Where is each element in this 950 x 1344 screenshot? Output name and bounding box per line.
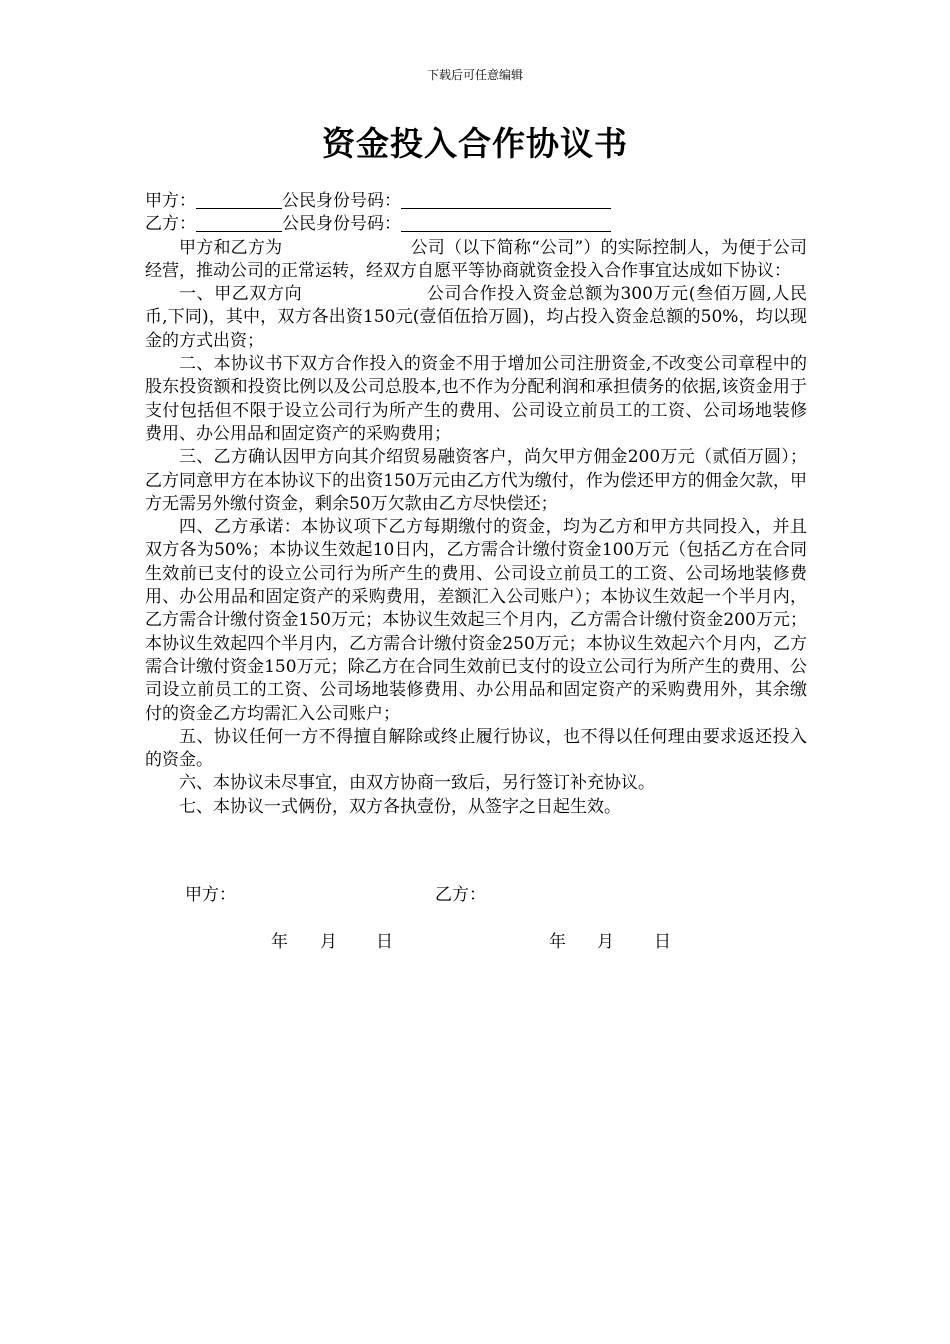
date-b-day: 日 bbox=[654, 932, 671, 952]
date-a-year: 年 bbox=[271, 932, 288, 952]
intro-paragraph bbox=[145, 237, 807, 284]
clause-1 bbox=[145, 283, 807, 353]
party-a-name-blank bbox=[196, 190, 282, 209]
party-a-line bbox=[145, 190, 807, 213]
clause-3: 三、乙方确认因甲方向其介绍贸易融资客户，尚欠甲方佣金200万元（贰佰万圆）；乙方同意甲方在本协议下的出资150万元由乙方代为缴付，作为偿还甲方的佣金欠款，甲方无需另外缴付资金，剩余50万欠款由乙方尽快偿还； bbox=[145, 447, 807, 514]
signature-party-a: 甲方： bbox=[185, 885, 236, 905]
intro-part2: 公司（以下简称“公司”）的实际控制人，为便于公司经营，推动公司的正常运转，经双方自愿平等协商就资金投入合作事宜达成如下协议： bbox=[145, 237, 807, 281]
party-b-label: 乙方： bbox=[145, 214, 196, 235]
date-a-month: 月 bbox=[320, 932, 337, 952]
clause-5: 五、协议任何一方不得擅自解除或终止履行协议，也不得以任何理由要求返还投入的资金。 bbox=[145, 726, 807, 771]
document-body bbox=[145, 190, 807, 819]
header-note: 下载后可任意编辑 bbox=[426, 68, 523, 82]
clause-4: 四、乙方承诺：本协议项下乙方每期缴付的资金，均为乙方和甲方共同投入，并且双方各为50%；本协议生效起10日内，乙方需合计缴付资金100万元（包括乙方在合同生效前已支付的设立公司行为所产生的费用、公司设立前员工的工资、公司场地装修费用、办公用品和固定资产的采购费用，差额汇入公司账户）；本协议生效起一个半月内，乙方需合计缴付资金150万元；本协议生效起三个月内，乙方需合计缴付资金200万元；本协议生效起四个半月内，乙方需合计缴付资金250万元；本协议生效起六个月内，乙方需合计缴付资金150万元；除乙方在合同生效前已支付的设立公司行为所产生的费用、公司设立前员工的工资、公司场地装修费用、办公用品和固定资产的采购费用外，其余缴付的资金乙方均需汇入公司账户； bbox=[145, 517, 807, 724]
clause-6: 六、本协议未尽事宜，由双方协商一致后，另行签订补充协议。 bbox=[179, 773, 655, 794]
date-b-year: 年 bbox=[549, 932, 566, 952]
clause-1-part2: 公司合作投入资金总额为300万元(叁佰万圆,人民币,下同)，其中，双方各出资150元(壹佰伍拾万圆)，均占投入资金总额的50%，均以现金的方式出资； bbox=[145, 284, 808, 351]
party-a-id-blank bbox=[401, 190, 611, 209]
document-title: 资金投入合作协议书 bbox=[322, 124, 628, 163]
party-b-line bbox=[145, 213, 807, 236]
intro-part1: 甲方和乙方为 bbox=[179, 237, 283, 258]
clause-1-part1: 一、甲乙双方向 bbox=[179, 284, 303, 305]
date-b-month: 月 bbox=[597, 932, 614, 952]
date-a-day: 日 bbox=[376, 932, 393, 952]
clause-7: 七、本协议一式俩份，双方各执壹份，从签字之日起生效。 bbox=[179, 796, 621, 817]
party-a-label: 甲方： bbox=[145, 191, 196, 211]
party-b-id-label: 公民身份号码： bbox=[282, 214, 401, 235]
clause-2: 二、本协议书下双方合作投入的资金不用于增加公司注册资金,不改变公司章程中的股东投资额和投资比例以及公司总股本,也不作为分配利润和承担债务的依据,该资金用于支付包括但不限于设立公司行为所产生的费用、公司设立前员工的工资、公司场地装修费用、办公用品和固定资产的采购费用； bbox=[145, 354, 807, 444]
signature-party-b: 乙方： bbox=[435, 885, 486, 905]
party-b-id-blank bbox=[401, 213, 611, 232]
party-b-name-blank bbox=[196, 213, 282, 232]
party-a-id-label: 公民身份号码： bbox=[282, 191, 401, 211]
